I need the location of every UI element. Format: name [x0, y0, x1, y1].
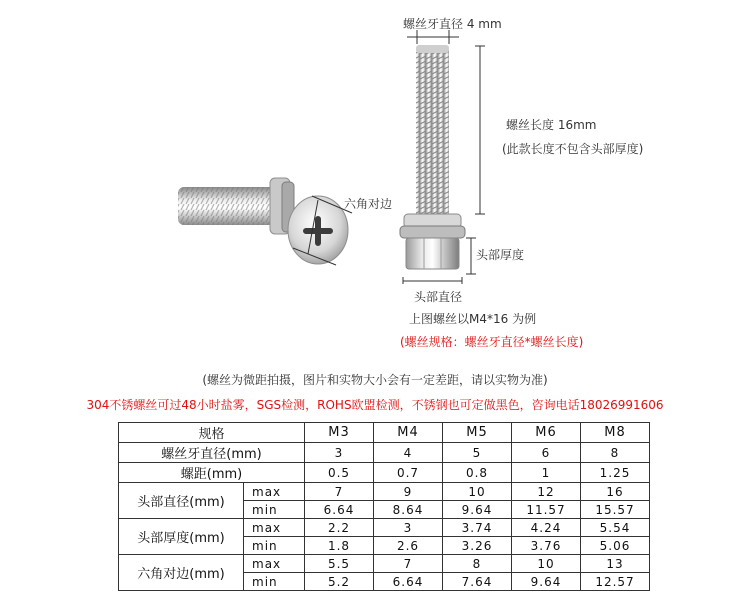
table-header-cell: M8 — [581, 423, 650, 443]
sub-label: min — [244, 537, 305, 555]
table-row — [119, 483, 650, 501]
table-cell: 11.57 — [512, 501, 581, 519]
example-label: 上图螺丝以M4*16 为例 — [409, 312, 537, 326]
sub-label: min — [244, 501, 305, 519]
table-row — [119, 463, 650, 483]
row-label: 螺丝牙直径(mm) — [119, 443, 305, 463]
sub-label: min — [244, 573, 305, 591]
table-cell: 5.54 — [581, 519, 650, 537]
table-cell: 1.25 — [581, 463, 650, 483]
table-cell: 6.64 — [374, 573, 443, 591]
table-cell: 9.64 — [512, 573, 581, 591]
table-cell: 8.64 — [374, 501, 443, 519]
spec-formula: (螺丝规格：螺丝牙直径*螺丝长度) — [400, 335, 584, 349]
screw-side-view — [178, 178, 348, 264]
table-row — [119, 519, 650, 537]
table-cell: 6 — [512, 443, 581, 463]
table-cell: 3.26 — [443, 537, 512, 555]
table-cell: 12.57 — [581, 573, 650, 591]
sub-label: max — [244, 519, 305, 537]
head-diameter-label: 头部直径 — [414, 290, 463, 304]
table-header-cell: M6 — [512, 423, 581, 443]
table-cell: 1.8 — [305, 537, 374, 555]
table-cell: 10 — [512, 555, 581, 573]
table-cell: 4 — [374, 443, 443, 463]
table-cell: 7 — [305, 483, 374, 501]
table-cell: 5.2 — [305, 573, 374, 591]
table-header-cell: 规格 — [119, 423, 305, 443]
table-cell: 3.74 — [443, 519, 512, 537]
table-cell: 10 — [443, 483, 512, 501]
table-cell: 8 — [581, 443, 650, 463]
table-cell: 16 — [581, 483, 650, 501]
spec-table — [118, 422, 650, 591]
table-cell: 12 — [512, 483, 581, 501]
table-cell: 5.5 — [305, 555, 374, 573]
hex-across-label: 六角对边 — [344, 197, 393, 211]
table-cell: 4.24 — [512, 519, 581, 537]
thread-diameter-label: 螺丝牙直径 4 mm — [403, 17, 502, 31]
length-note: (此款长度不包含头部厚度) — [502, 142, 644, 156]
table-cell: 3.76 — [512, 537, 581, 555]
table-cell: 6.64 — [305, 501, 374, 519]
table-row — [119, 443, 650, 463]
row-label: 头部直径(mm) — [119, 483, 244, 519]
table-cell: 7 — [374, 555, 443, 573]
table-cell: 5.06 — [581, 537, 650, 555]
table-cell: 0.7 — [374, 463, 443, 483]
red-note: 304不锈螺丝可过48小时盐雾，SGS检测，ROHS欧盟检测，不锈钢也可定做黑色，咨询电话18026991606 — [86, 398, 664, 412]
table-cell: 0.8 — [443, 463, 512, 483]
table-cell: 7.64 — [443, 573, 512, 591]
table-cell: 13 — [581, 555, 650, 573]
length-label: 螺丝长度 16mm — [506, 118, 597, 132]
sub-label: max — [244, 555, 305, 573]
table-cell: 3 — [305, 443, 374, 463]
screw-front-view — [400, 45, 465, 269]
table-row — [119, 555, 650, 573]
row-label: 螺距(mm) — [119, 463, 305, 483]
head-thickness-label: 头部厚度 — [476, 248, 525, 262]
table-cell: 1 — [512, 463, 581, 483]
sub-label: max — [244, 483, 305, 501]
row-label: 六角对边(mm) — [119, 555, 244, 591]
table-cell: 0.5 — [305, 463, 374, 483]
photo-note: (螺丝为微距拍摄，图片和实物大小会有一定差距，请以实物为准) — [202, 373, 548, 387]
table-header-cell: M4 — [374, 423, 443, 443]
table-header-row — [119, 423, 650, 443]
table-cell: 8 — [443, 555, 512, 573]
table-header-cell: M5 — [443, 423, 512, 443]
table-cell: 15.57 — [581, 501, 650, 519]
table-header-cell: M3 — [305, 423, 374, 443]
table-cell: 9 — [374, 483, 443, 501]
row-label: 头部厚度(mm) — [119, 519, 244, 555]
table-cell: 5 — [443, 443, 512, 463]
table-cell: 2.2 — [305, 519, 374, 537]
table-cell: 9.64 — [443, 501, 512, 519]
table-cell: 2.6 — [374, 537, 443, 555]
table-cell: 3 — [374, 519, 443, 537]
